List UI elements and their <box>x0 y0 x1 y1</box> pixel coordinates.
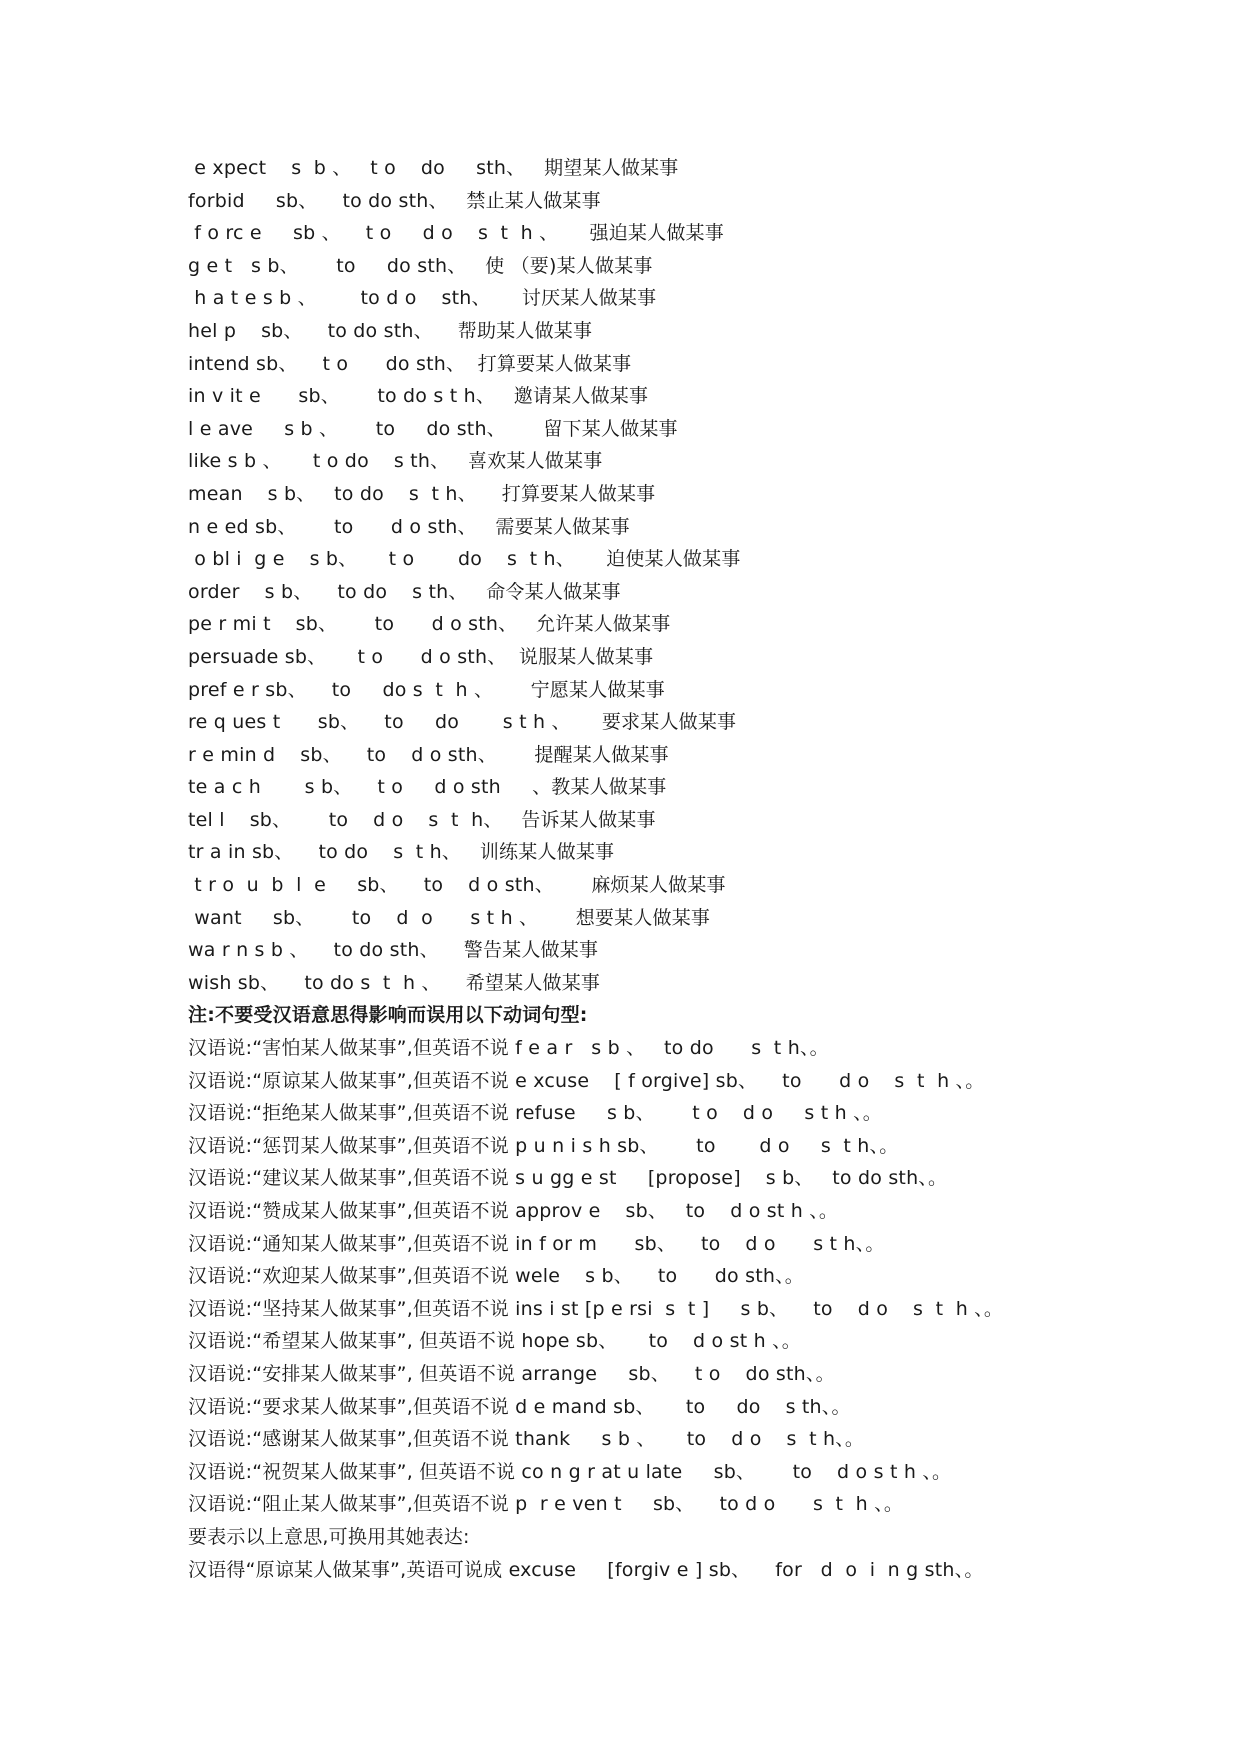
misuse-example-line: 汉语说:“建议某人做某事”,但英语不说 s u gg e st [propose] s b、 to do sth、。 <box>188 1167 948 1190</box>
misuse-example-line: 汉语说:“赞成某人做某事”,但英语不说 approv e sb、 to d o st h 、。 <box>188 1200 839 1222</box>
misuse-example-line: 汉语说:“坚持某人做某事”,但英语不说 ins i st [p e rsi s t ] s b、 to d o s t h 、。 <box>188 1297 1004 1320</box>
verb-pattern-line: mean s b、 to do s t h、 打算要某人做某事 <box>188 482 656 505</box>
misuse-example-line: 汉语说:“安排某人做某事”, 但英语不说 arrange sb、 t o do sth、。 <box>188 1362 835 1385</box>
verb-pattern-line: tr a in sb、 to do s t h、 训练某人做某事 <box>188 841 615 864</box>
misuse-example-line: 汉语说:“祝贺某人做某事”, 但英语不说 co n g r at u late sb、 to d o s t h 、。 <box>188 1460 952 1483</box>
verb-pattern-line: wish sb、 to do s t h 、 希望某人做某事 <box>188 971 601 994</box>
verb-pattern-line: f o rc e sb 、 t o d o s t h 、 强迫某人做某事 <box>188 222 724 245</box>
misuse-example-line: 汉语说:“感谢某人做某事”,但英语不说 thank s b 、 to d o s t h、。 <box>188 1428 865 1451</box>
misuse-example-line: 汉语说:“要求某人做某事”,但英语不说 d e mand sb、 to do s th、。 <box>188 1395 851 1418</box>
misuse-example-line: 汉语说:“原谅某人做某事”,但英语不说 e xcuse [ f orgive] sb、 to d o s t h 、。 <box>188 1069 985 1092</box>
misuse-example-line: 汉语说:“欢迎某人做某事”,但英语不说 wele s b、 to do sth、。 <box>188 1265 805 1288</box>
alternative-intro: 要表示以上意思,可换用其她表达: <box>188 1525 470 1548</box>
verb-pattern-line: e xpect s b 、 t o do sth、 期望某人做某事 <box>188 157 679 179</box>
verb-pattern-line: want sb、 to d o s t h 、 想要某人做某事 <box>188 906 711 929</box>
verb-pattern-line: g e t s b、 to do sth、 使 （要)某人做某事 <box>188 254 653 277</box>
verb-pattern-line: persuade sb、 t o d o sth、 说服某人做某事 <box>188 645 654 668</box>
alternative-example-list <box>188 1554 1088 1587</box>
verb-pattern-line: order s b、 to do s th、 命令某人做某事 <box>188 580 621 603</box>
verb-pattern-line: forbid sb、 to do sth、 禁止某人做某事 <box>188 189 601 212</box>
verb-pattern-line: l e ave s b 、 to do sth、 留下某人做某事 <box>188 417 678 440</box>
verb-pattern-line: re q ues t sb、 to do s t h 、 要求某人做某事 <box>188 711 737 734</box>
verb-pattern-line: pe r mi t sb、 to d o sth、 允许某人做某事 <box>188 613 671 636</box>
verb-pattern-line: te a c h s b、 t o d o sth 、教某人做某事 <box>188 776 667 799</box>
misuse-example-line: 汉语说:“惩罚某人做某事”,但英语不说 p u n i s h sb、 to d o s t h、。 <box>188 1134 899 1157</box>
verb-pattern-line: tel l sb、 to d o s t h、 告诉某人做某事 <box>188 808 656 831</box>
document-page <box>188 152 1088 1586</box>
misuse-example-line: 汉语说:“害怕某人做某事”,但英语不说 f e a r s b 、 to do s t h、。 <box>188 1037 829 1060</box>
misuse-example-line: 汉语说:“希望某人做某事”, 但英语不说 hope sb、 to d o st h 、。 <box>188 1330 801 1353</box>
verb-pattern-line: n e ed sb、 to d o sth、 需要某人做某事 <box>188 515 630 538</box>
misuse-example-line: 汉语说:“通知某人做某事”,但英语不说 in f or m sb、 to d o s t h、。 <box>188 1232 885 1255</box>
verb-pattern-line: wa r n s b 、 to do sth、 警告某人做某事 <box>188 939 599 962</box>
verb-pattern-line: in v it e sb、 to do s t h、 邀请某人做某事 <box>188 385 649 408</box>
verb-pattern-line: like s b 、 t o do s th、 喜欢某人做某事 <box>188 450 603 473</box>
verb-pattern-line: pref e r sb、 to do s t h 、 宁愿某人做某事 <box>188 678 665 701</box>
misuse-example-line: 汉语说:“拒绝某人做某事”,但英语不说 refuse s b、 t o d o s t h 、。 <box>188 1102 883 1125</box>
verb-pattern-line: t r o u b l e sb、 to d o sth、 麻烦某人做某事 <box>188 874 726 897</box>
verb-pattern-line: intend sb、 t o do sth、 打算要某人做某事 <box>188 352 632 375</box>
alternative-example-line: 汉语得“原谅某人做某事”,英语可说成 excuse [forgiv e ] sb、 for d o i n g sth、。 <box>188 1558 984 1581</box>
verb-pattern-line: r e min d sb、 to d o sth、 提醒某人做某事 <box>188 743 669 766</box>
note-heading: 注:不要受汉语意思得影响而误用以下动词句型: <box>188 1004 588 1027</box>
verb-pattern-line: hel p sb、 to do sth、 帮助某人做某事 <box>188 319 593 342</box>
verb-pattern-list <box>188 152 1088 999</box>
verb-pattern-line: o bl i g e s b、 t o do s t h、 迫使某人做某事 <box>188 548 741 571</box>
verb-pattern-line: h a t e s b 、 to d o sth、 讨厌某人做某事 <box>188 287 657 310</box>
misuse-example-list <box>188 1032 1088 1521</box>
misuse-example-line: 汉语说:“阻止某人做某事”,但英语不说 p r e ven t sb、 to d o s t h 、。 <box>188 1493 904 1516</box>
